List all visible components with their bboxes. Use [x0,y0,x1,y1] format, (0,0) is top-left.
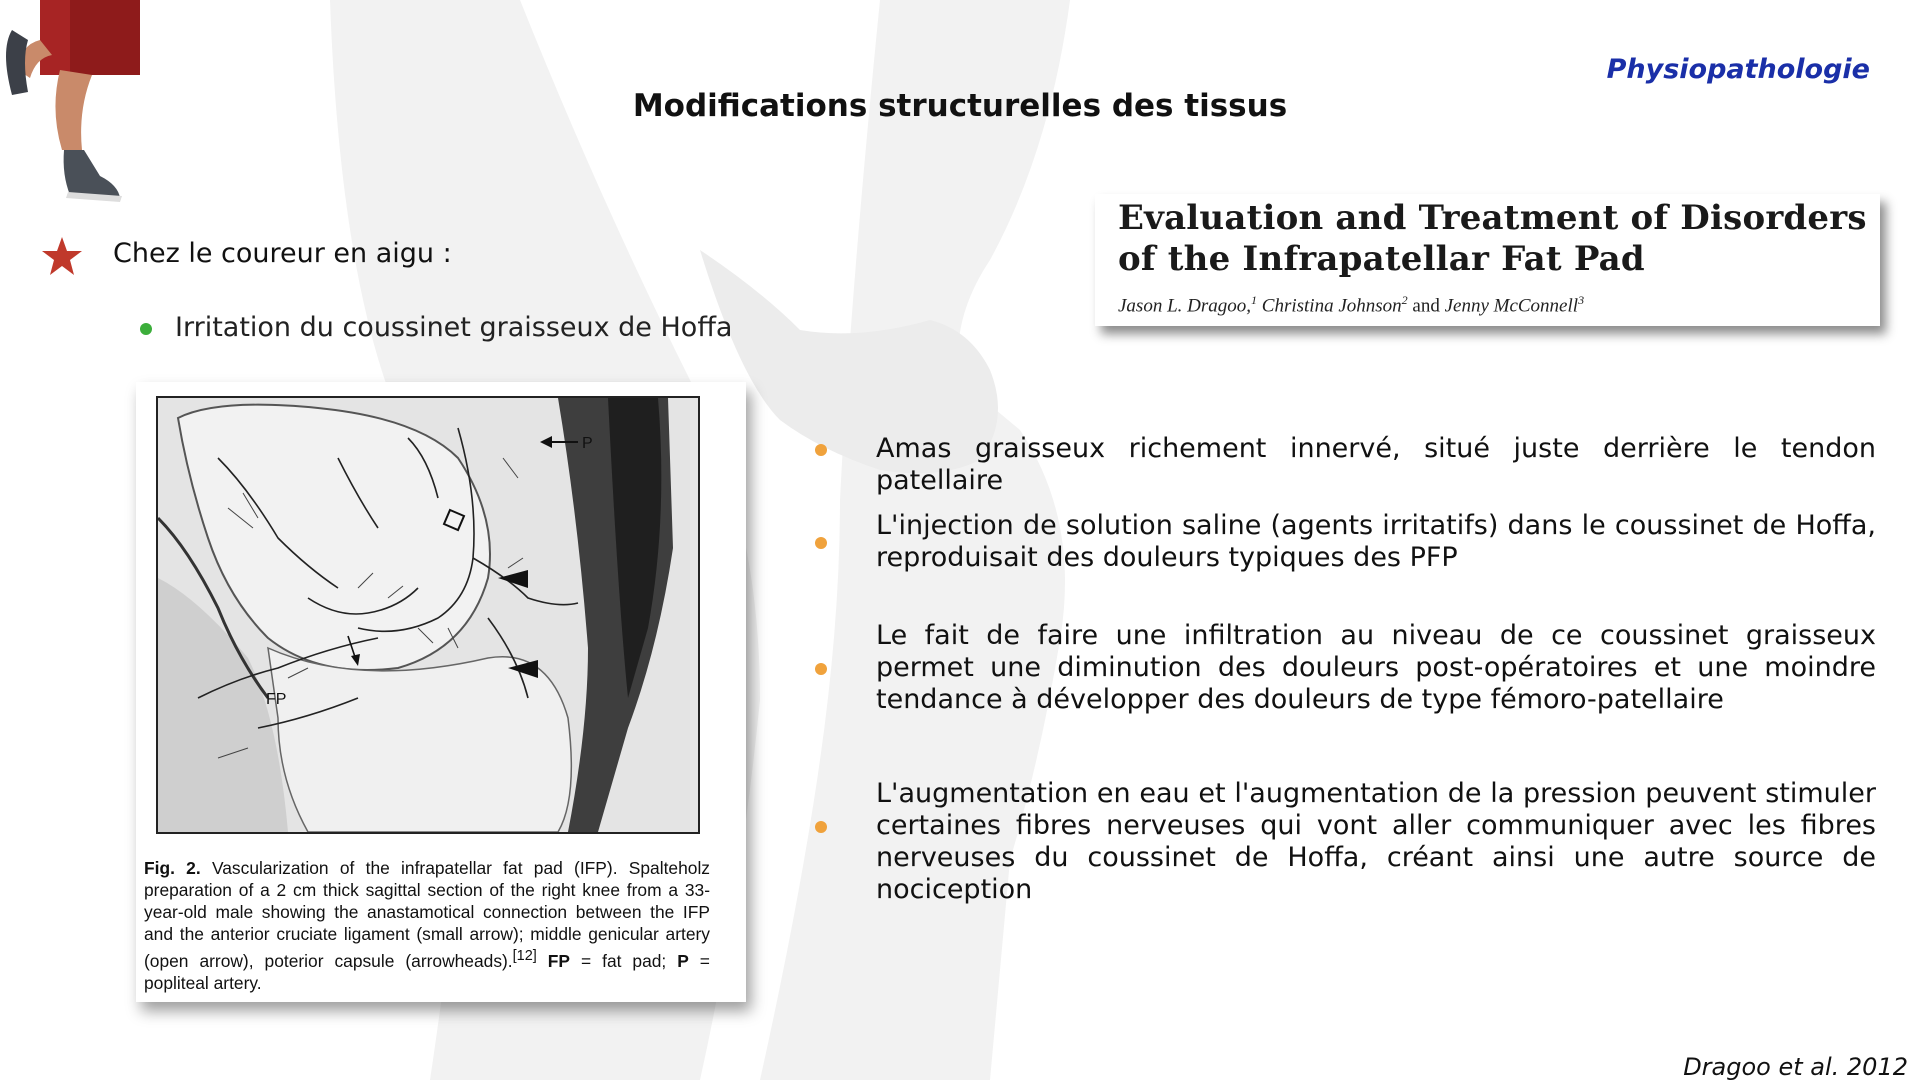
section-tag: Physiopathologie [1606,54,1870,85]
bullet-4: L'augmentation en eau et l'augmentation de la pression peuvent stimuler certaines fibres nerveuses qui vont aller communiquer avec les fibres nerveuses du coussinet de Hoffa, créant ainsi une autre source de nociception [876,778,1876,905]
authors-and: and [1407,295,1445,317]
paper-title-card [1095,194,1880,326]
citation: Dragoo et al. 2012 [1683,1053,1908,1081]
figure-caption-label: Fig. 2. [144,858,201,878]
paper-authors [1118,293,1584,317]
intro-text: Chez le coureur en aigu : [113,238,452,269]
author-3: Jenny McConnell [1444,295,1579,317]
knee-vascularization-image [156,396,700,834]
bullet-2: L'injection de solution saline (agents irritatifs) dans le coussinet de Hoffa, reproduisait des douleurs typiques des PFP [876,510,1876,573]
orange-bullet-icon [815,663,827,675]
orange-bullet-icon [815,537,827,549]
star-icon [40,234,84,278]
figure-caption-fp-def: = fat pad; [570,950,678,971]
green-bullet-icon [140,323,152,335]
figure-caption-p-label: P [677,950,689,971]
author-2: Christina Johnson [1257,295,1402,317]
author-1: Jason L. Dragoo, [1118,295,1252,317]
figure-card [136,382,746,1002]
figure-caption-fp-label: FP [547,950,571,971]
bullet-1: Amas graisseux richement innervé, situé juste derrière le tendon patellaire [876,433,1876,496]
author-3-sup: 3 [1578,293,1585,307]
figure-caption [144,857,710,994]
bullet-3: Le fait de faire une infiltration au niveau de ce coussinet graisseux permet une diminution des douleurs post-opératoires et une moindre tendance à développer des douleurs de type fémoro-patellaire [876,620,1876,715]
figure-caption-text: Vascularization of the infrapatellar fat pad (IFP). Spalteholz preparation of a 2 cm thick sagittal section of the right knee from a 33-year-old male showing the anastamotical connection between the IFP and the anterior cruciate ligament (small arrow); middle genicular artery (open arrow), poterior capsule (arrowheads). [144,858,711,971]
label-p: P [582,435,593,452]
slide-title: Modifications structurelles des tissus [632,88,1288,124]
paper-title-line-1: Evaluation and Treatment of Disorders [1118,198,1867,238]
author-1-sup: 1 [1251,293,1258,307]
paper-title-line-2: of the Infrapatellar Fat Pad [1118,239,1645,279]
author-2-sup: 2 [1401,293,1408,307]
orange-bullet-icon [815,821,827,833]
figure-caption-p-def: = popliteal artery. [144,950,710,993]
orange-bullet-icon [815,444,827,456]
paper-title [1118,198,1867,280]
sub-point-hoffa: Irritation du coussinet graisseux de Hoffa [175,312,733,343]
label-fp: FP [266,691,287,708]
figure-caption-ref: [12] [512,948,537,964]
